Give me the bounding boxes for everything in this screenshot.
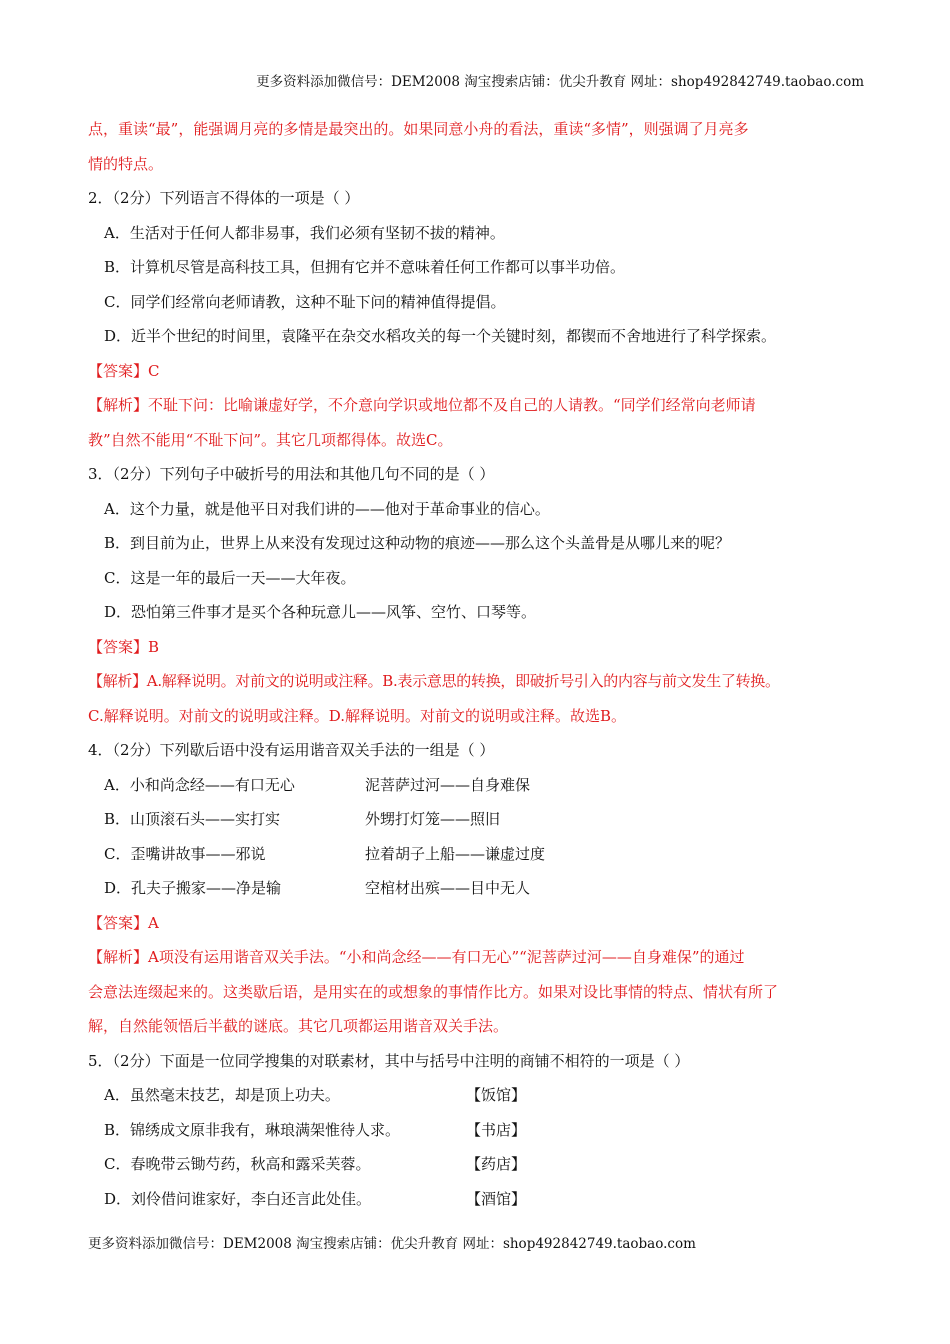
option-text: A．虽然毫末技艺，却是顶上功夫。	[104, 1086, 340, 1104]
question-4-option-d	[88, 871, 878, 906]
question-4-option-a	[88, 768, 878, 803]
question-3-answer: 【答案】B	[88, 637, 160, 656]
option-right: 外甥打灯笼——照旧	[365, 810, 501, 828]
option-left: A．小和尚念经——有口无心	[104, 775, 295, 794]
option-left: D．孔夫子搬家——净是输	[104, 879, 282, 897]
question-2-answer: 【答案】C	[88, 361, 160, 380]
page-footer: 更多资料添加微信号：DEM2008 淘宝搜索店铺：优尖升教育 网址：shop492842749.taobao.com	[88, 1236, 696, 1252]
question-5-option-c	[88, 1147, 878, 1182]
shop-tag: 【书店】	[466, 1120, 527, 1139]
option-right: 拉着胡子上船——谦虚过度	[365, 844, 546, 863]
document-body	[88, 112, 878, 1216]
page-header: 更多资料添加微信号：DEM2008 淘宝搜索店铺：优尖升教育 网址：shop492842749.taobao.com	[256, 74, 864, 90]
question-4-option-b	[88, 802, 878, 837]
question-4-analysis: 会意法连缀起来的。这类歇后语，是用实在的或想象的事情作比方。如果对设比事情的特点、情状有所了	[88, 982, 779, 1001]
option-left: B．山顶滚石头——实打实	[104, 810, 281, 828]
question-4-stem: 4．（2分）下列歇后语中没有运用谐音双关手法的一组是（ ）	[88, 741, 495, 759]
option-right: 空棺材出殡——目中无人	[365, 879, 531, 897]
question-2-option-d: D．近半个世纪的时间里，袁隆平在杂交水稻攻关的每一个关键时刻，都锲而不舍地进行了科学探索。	[104, 327, 777, 345]
option-text: B．锦绣成文原非我有，琳琅满架惟待人求。	[104, 1120, 401, 1139]
question-3-analysis: C.解释说明。对前文的说明或注释。D.解释说明。对前文的说明或注释。故选B。	[88, 706, 626, 725]
option-text: D．刘伶借问谁家好，李白还言此处佳。	[104, 1189, 372, 1208]
question-5-option-b	[88, 1113, 878, 1148]
question-4-answer: 【答案】A	[88, 913, 159, 932]
question-3-option-d: D．恐怕第三件事才是买个各种玩意儿——风筝、空竹、口琴等。	[104, 603, 537, 621]
question-5-option-a	[88, 1078, 878, 1113]
question-3-analysis: 【解析】A.解释说明。对前文的说明或注释。B.表示意思的转换，即破折号引入的内容与前文发生了转换。	[88, 672, 780, 690]
shop-tag: 【药店】	[466, 1155, 527, 1173]
question-4-analysis: 【解析】A项没有运用谐音双关手法。“小和尚念经——有口无心”“泥菩萨过河——自身难保”的通过	[88, 948, 745, 966]
question-2-option-a: A．生活对于任何人都非易事，我们必须有坚韧不拔的精神。	[104, 223, 505, 242]
option-text: C．春晚带云锄芍药，秋高和露采芙蓉。	[104, 1155, 371, 1173]
question-3-option-c: C．这是一年的最后一天——大年夜。	[104, 568, 356, 587]
shop-tag: 【酒馆】	[466, 1189, 527, 1208]
question-4-analysis: 解，自然能领悟后半截的谜底。其它几项都运用谐音双关手法。	[88, 1017, 509, 1035]
question-2-analysis: 教”自然不能用“不耻下问”。其它几项都得体。故选C。	[88, 430, 453, 449]
option-left: C．歪嘴讲故事——邪说	[104, 844, 266, 863]
intro-line: 情的特点。	[88, 154, 164, 173]
question-2-stem: 2．（2分）下列语言不得体的一项是（ ）	[88, 189, 360, 207]
option-right: 泥菩萨过河——自身难保	[365, 775, 531, 794]
question-3-stem: 3．（2分）下列句子中破折号的用法和其他几句不同的是（ ）	[88, 465, 495, 483]
question-2-option-c: C．同学们经常向老师请教，这种不耻下问的精神值得提倡。	[104, 292, 506, 311]
question-4-option-c	[88, 837, 878, 872]
question-5-stem: 5．（2分）下面是一位同学搜集的对联素材，其中与括号中注明的商铺不相符的一项是（ ）	[88, 1051, 690, 1070]
shop-tag: 【饭馆】	[466, 1086, 527, 1104]
question-2-analysis: 【解析】不耻下问：比喻谦虚好学，不介意向学识或地位都不及自己的人请教。“同学们经常向老师请	[88, 396, 756, 414]
question-3-option-b: B．到目前为止，世界上从来没有发现过这种动物的痕迹——那么这个头盖骨是从哪儿来的呢？	[104, 534, 731, 552]
question-5-option-d	[88, 1182, 878, 1217]
question-2-option-b: B．计算机尽管是高科技工具，但拥有它并不意味着任何工作都可以事半功倍。	[104, 258, 626, 276]
intro-line: 点，重读“最”，能强调月亮的多情是最突出的。如果同意小舟的看法，重读“多情”，则强调了月亮多	[88, 120, 749, 138]
question-3-option-a: A．这个力量，就是他平日对我们讲的——他对于革命事业的信心。	[104, 499, 550, 518]
